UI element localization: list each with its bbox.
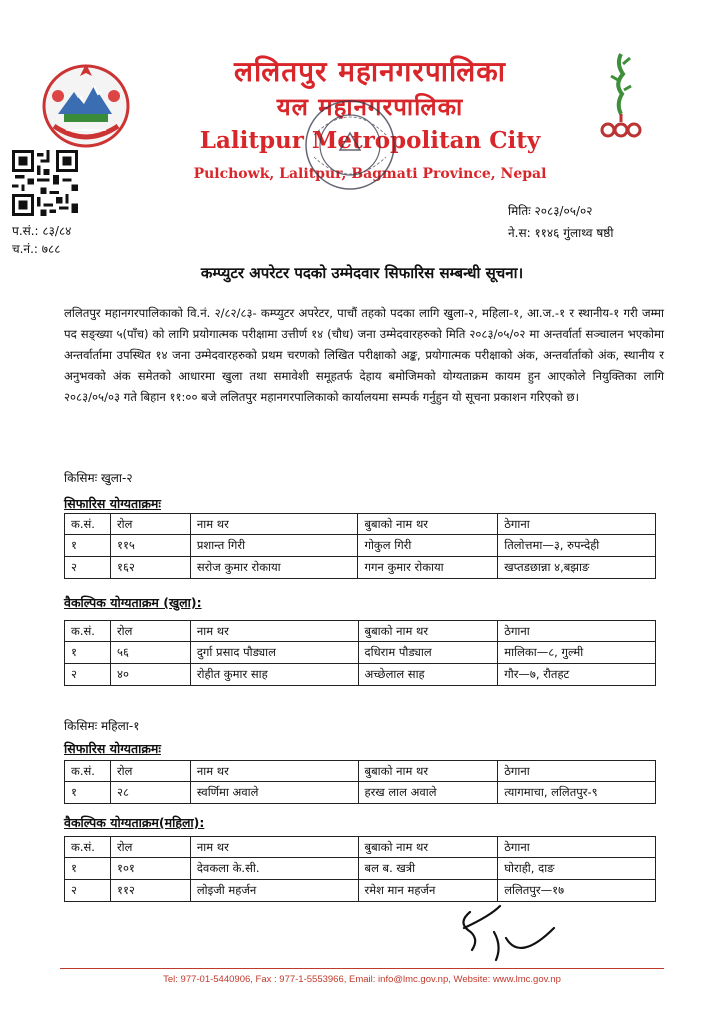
table-row <box>65 642 656 664</box>
alternate-list-title-open: वैकल्पिक योग्यताक्रम (खुला): <box>64 595 202 610</box>
col-serial: क.सं. <box>65 514 111 535</box>
cell-roll: २८ <box>110 782 190 804</box>
table-row <box>65 858 656 880</box>
col-address: ठेगाना <box>498 837 656 858</box>
cell-serial: २ <box>65 880 111 902</box>
cell-father-name: रमेश मान महर्जन <box>358 880 498 902</box>
col-father-name: बुबाको नाम थर <box>358 761 498 782</box>
table-row <box>65 782 656 804</box>
table-row <box>65 880 656 902</box>
cell-roll: १०१ <box>110 858 190 880</box>
cell-roll: ११५ <box>110 535 190 557</box>
table-header-row <box>65 514 656 535</box>
qr-code-icon <box>12 150 78 216</box>
cell-name: देवकला के.सी. <box>190 858 358 880</box>
notice-title: कम्प्युटर अपरेटर पदको उम्मेदवार सिफारिस सम्बन्धी सूचना। <box>200 264 524 282</box>
col-father-name: बुबाको नाम थर <box>358 514 498 535</box>
footer-contact: Tel: 977-01-5440906, Fax : 977-1-5553966, Email: info@lmc.gov.np, Website: www.lmc.gov.np <box>163 974 561 985</box>
cell-father-name: बल ब. खत्री <box>358 858 498 880</box>
col-address: ठेगाना <box>498 514 656 535</box>
cell-serial: १ <box>65 642 111 664</box>
table-header-row <box>65 837 656 858</box>
alternate-table-women <box>64 836 656 902</box>
date-block <box>508 200 613 244</box>
section-type-women: किसिमः महिला-१ <box>64 719 140 733</box>
nepal-emblem-icon <box>36 56 136 152</box>
header-name-english: Lalitpur Metropolitan City <box>199 127 541 154</box>
cell-roll: ५६ <box>110 642 190 664</box>
table-header-row <box>65 761 656 782</box>
col-serial: क.सं. <box>65 761 111 782</box>
col-name: नाम थर <box>190 837 358 858</box>
cell-roll: ४० <box>110 664 190 686</box>
cell-name: रोहीत कुमार साह <box>190 664 358 686</box>
cell-roll: ११२ <box>110 880 190 902</box>
footer-divider <box>60 968 664 969</box>
col-roll: रोल <box>110 514 190 535</box>
cell-name: दुर्गा प्रसाद पौड्याल <box>190 642 358 664</box>
col-roll: रोल <box>110 837 190 858</box>
alternate-table-open <box>64 620 656 686</box>
cell-father-name: हरख लाल अवाले <box>358 782 498 804</box>
table-header-row <box>65 621 656 642</box>
table-row <box>65 535 656 557</box>
cell-name: सरोज कुमार रोकाया <box>190 557 358 579</box>
col-father-name: बुबाको नाम थर <box>358 837 498 858</box>
cell-father-name: गगन कुमार रोकाया <box>358 557 498 579</box>
col-serial: क.सं. <box>65 621 111 642</box>
header-address: Pulchowk, Lalitpur, Bagmati Province, Nepal <box>193 166 547 182</box>
recommended-table-women <box>64 760 656 804</box>
col-father-name: बुबाको नाम थर <box>358 621 498 642</box>
cell-serial: १ <box>65 782 111 804</box>
col-name: नाम थर <box>190 761 358 782</box>
col-address: ठेगाना <box>498 621 656 642</box>
cell-serial: २ <box>65 557 111 579</box>
date: मितिः २०८३/०५/०२ <box>508 204 593 218</box>
cell-address: ललितपुर—१७ <box>498 880 656 902</box>
cell-name: प्रशान्त गिरी <box>190 535 358 557</box>
cell-address: घोराही, दाङ <box>498 858 656 880</box>
office-stamp-icon <box>300 95 400 195</box>
cell-address: तिलोत्तमा—३, रुपन्देही <box>498 535 656 557</box>
tree-logo-icon <box>596 50 646 138</box>
col-serial: क.सं. <box>65 837 111 858</box>
cell-address: त्यागमाचा, ललितपुर-९ <box>498 782 656 804</box>
dispatch-no: च.नं.: ७८८ <box>12 242 61 256</box>
recommended-table-open <box>64 513 656 579</box>
reference-numbers <box>12 222 71 258</box>
ref-no: प.सं.: ८३/८४ <box>12 224 72 238</box>
cell-father-name: अच्छेलाल साह <box>358 664 498 686</box>
notice-body: ललितपुर महानगरपालिकाको वि.नं. २/८२/८३- कम्प्युटर अपरेटर, पाचौं तहको पदका लागि खुला-२, महिला-१, आ.ज.-१ र स्थानीय-१ गरी जम्मा पद सङ्ख्या ५(पाँच) को लागि प्रयोगात्मक परीक्षामा उत्तीर्ण १४ (चौध) जना उम्मेदवारहरुको मिति २०८३/०५/०२ मा अन्तर्वार्ता सञ्चालन भएकोमा अन्तर्वार्तामा उपस्थित १४ जना उम्मेदवारहरुको प्रथम चरणको लिखित परीक्षाको अङ्क, प्रयोगात्मक परीक्षाको अंक, अन्तर्वार्ताको अंक, स्थानीय र अनुभवको अंक समेतको आधारमा खुला तथा समावेशी समूहतर्फ देहाय बमोजिमको योग्यताक्रम कायम हुन आएकोले नियुक्तिका लागि २०८३/०५/०३ गते बिहान ११:०० बजे ललितपुर महानगरपालिकाको कार्यालयमा सम्पर्क गर्नुहुन यो सूचना प्रकाशन गरिएको छ। <box>64 306 664 404</box>
recommended-list-title: सिफारिस योग्यताक्रमः <box>64 496 161 511</box>
nepal-sambat-date: ने.स: ११४६ गुंलाथ्व षष्ठी <box>508 226 614 240</box>
cell-father-name: गोकुल गिरी <box>358 535 498 557</box>
alternate-list-title-women: वैकल्पिक योग्यताक्रम(महिला): <box>64 815 205 830</box>
col-address: ठेगाना <box>498 761 656 782</box>
cell-address: खप्तडछान्ना ४,बझाङ <box>498 557 656 579</box>
signature-icon <box>450 898 560 966</box>
col-name: नाम थर <box>190 514 358 535</box>
col-roll: रोल <box>110 761 190 782</box>
cell-name: लोइजी महर्जन <box>190 880 358 902</box>
recommended-list-title-women: सिफारिस योग्यताक्रमः <box>64 741 161 756</box>
cell-name: स्वर्णिमा अवाले <box>190 782 358 804</box>
section-type-open: किसिमः खुला-२ <box>64 471 133 485</box>
cell-father-name: दधिराम पौड्याल <box>358 642 498 664</box>
col-roll: रोल <box>110 621 190 642</box>
cell-address: मालिका—८, गुल्मी <box>498 642 656 664</box>
cell-serial: १ <box>65 535 111 557</box>
cell-address: गौर—७, रौतहट <box>498 664 656 686</box>
header-name-newari: यल महानगरपालिका <box>276 93 464 121</box>
cell-serial: १ <box>65 858 111 880</box>
cell-serial: २ <box>65 664 111 686</box>
table-row <box>65 557 656 579</box>
col-name: नाम थर <box>190 621 358 642</box>
cell-roll: १६२ <box>110 557 190 579</box>
table-row <box>65 664 656 686</box>
header-name-nepali: ललितपुर महानगरपालिका <box>233 55 507 88</box>
